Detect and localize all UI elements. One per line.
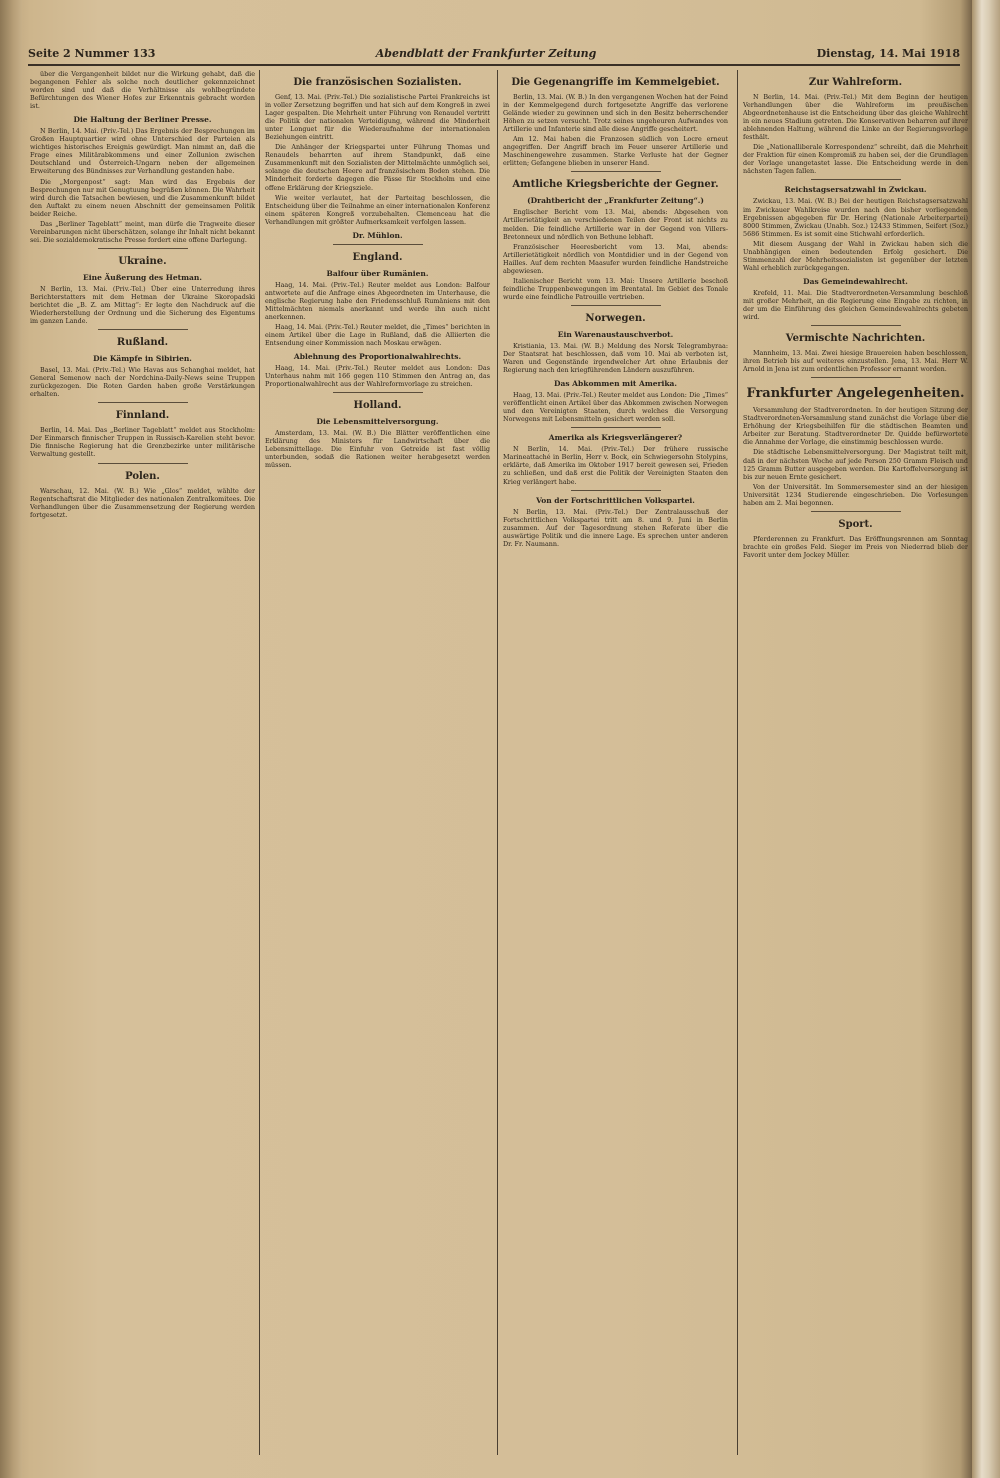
article-text: Berlin, 14. Mai. Das „Berliner Tageblatt“ meldet aus Stockholm: Der Einmarsch finnischer Truppen in Russisch-Karelien steht bevor. Die finnische Regierung hat die Grenzbezirke unter militärische Verwaltung gestellt. — [30, 426, 255, 459]
article-text: Haag, 14. Mai. (Priv.-Tel.) Reuter meldet aus London: Balfour antwortete auf die Anfrage eines Abgeordneten im Unterhause, die englische Regierung habe den Friedensschluß Rumäniens mit den Mittelmächten niemals anerkannt und werde ihn auch nicht anerkennen. — [265, 280, 490, 321]
article-text: N Berlin, 14. Mai. (Priv.-Tel.) Das Ergebnis der Besprechungen im Großen Hauptquartier wird ohne Unterschied der Parteien als wichtiges historisches Ereignis gewürdigt. Man nimmt an, daß die Frage eines Militärabkommens und einer Zollunion zwischen Deutschland und Österreich-Ungarn neben der allgemeinen Erweiterung des Bündnisses zur Verhandlung gestanden habe. — [30, 127, 255, 176]
article-heading: Balfour über Rumänien. — [326, 268, 429, 278]
column-rule — [497, 70, 498, 1455]
column-rule — [259, 70, 260, 1455]
divider — [811, 179, 901, 180]
article-text: Berlin, 13. Mai. (W. B.) In den vergangenen Wochen hat der Feind in der Kemmelgegend durch fortgesetzte Angriffe das verlorene Gelände wieder zu gewinnen und sich in den Besitz beherrschender Höhen zu setzen versucht. Trotz seines ungeheuren Aufwandes von Artillerie und Infanterie sind alle diese Angriffe gescheitert. — [503, 93, 728, 134]
article-text: Das „Berliner Tageblatt“ meint, man dürfe die Tragweite dieser Vereinbarungen nicht überschätzen, solange ihr Inhalt nicht bekannt sei. Die sozialdemokratische Presse fordert eine offene Darlegung. — [30, 219, 255, 244]
divider — [333, 392, 423, 393]
divider — [811, 511, 901, 512]
binding-edge — [0, 0, 22, 1478]
section-heading: Holland. — [353, 400, 402, 412]
article-text: Haag, 13. Mai. (Priv.-Tel.) Reuter meldet aus London: Die „Times“ veröffentlicht einen Artikel über das Abkommen zwischen Norwegen und den Vereinigten Staaten, durch welches die Versorgung Norwegens mit Lebensmitteln gesichert werden soll. — [503, 391, 728, 424]
article-heading: Reichstagsersatzwahl in Zwickau. — [784, 185, 927, 195]
column-2 — [265, 70, 490, 1455]
column-rule — [737, 70, 738, 1455]
article-text: Haag, 14. Mai. (Priv.-Tel.) Reuter meldet aus London: Das Unterhaus nahm mit 166 gegen 110 Stimmen den Antrag an, das Proportionalwahlrecht aus der Wahlreformvorlage zu streichen. — [265, 364, 490, 389]
article-text: Mannheim, 13. Mai. Zwei hiesige Brauereien haben beschlossen, ihren Betrieb bis auf weiteres einzustellen. Jena, 13. Mai. Herr W. Arnold in Jena ist zum ordentlichen Professor ernannt worden. — [743, 349, 968, 374]
article-heading: Ablehnung des Proportionalwahlrechts. — [293, 352, 462, 362]
article-text: Genf, 13. Mai. (Priv.-Tel.) Die sozialistische Partei Frankreichs ist in voller Zersetzung begriffen und hat sich auf dem Kongreß in zwei Lager gespalten. Die Mehrheit unter Führung von Renaudel vertritt die Politik der nationalen Verteidigung, während die Minderheit unter Longuet für die Wiederaufnahme der internationalen Beziehungen eintritt. — [265, 93, 490, 142]
column-3 — [503, 70, 728, 1455]
article-heading: Das Abkommen mit Amerika. — [553, 379, 678, 389]
section-heading: Vermischte Nachrichten. — [785, 333, 926, 345]
article-text: Amsterdam, 13. Mai. (W. B.) Die Blätter veröffentlichen eine Erklärung des Ministers für Landwirtschaft über die Lebensmittellage. Die Einfuhr von Getreide ist fast völlig unterbunden, sodaß die Rationen weiter herabgesetzt werden müssen. — [265, 429, 490, 470]
header-page-number: Seite 2 Nummer 133 — [28, 46, 156, 60]
divider — [571, 171, 661, 172]
article-text: Die Anhänger der Kriegspartei unter Führung Thomas und Renaudels beharrten auf ihrem Standpunkt, daß eine Zusammenkunft mit den Sozialisten der Mittelmächte unmöglich sei, solange die deutschen Heere auf französischem Boden stehen. Die Minderheit forderte dagegen die Pässe für Stockholm und eine offene Erklärung der Kriegsziele. — [265, 143, 490, 192]
article-text: Haag, 14. Mai. (Priv.-Tel.) Reuter meldet, die „Times“ berichten in einem Artikel über die Lage in Rußland, daß die Alliierten die Entsendung einer Kommission nach Moskau erwägen. — [265, 322, 490, 348]
section-heading: Norwegen. — [585, 312, 646, 324]
section-heading: Die französischen Sozialisten. — [293, 77, 462, 88]
article-signature: Dr. Mühlon. — [352, 230, 403, 240]
divider — [571, 490, 661, 491]
divider — [811, 325, 901, 326]
article-text: Englischer Bericht vom 13. Mai, abends: Abgesehen von Artillerietätigkeit an verschiedenen Teilen der Front ist nichts zu melden. Die feindliche Artillerie war in der Gegend von Villers-Bretonneux und nördlich von Bethune lebhaft. — [503, 208, 728, 241]
article-heading: Ein Warenaustauschverbot. — [557, 329, 674, 339]
article-text: N Berlin, 14. Mai. (Priv.-Tel.) Mit dem Beginn der heutigen Verhandlungen über die Wahlreform im preußischen Abgeordnetenhause ist die Entscheidung über das gleiche Wahlrecht in ein neues Stadium getreten. Die Konservativen beharren auf ihrer ablehnenden Haltung, während die Linke an der Regierungsvorlage festhält. — [743, 93, 968, 142]
divider — [571, 427, 661, 428]
article-text: Von der Universität. Im Sommersemester sind an der hiesigen Universität 1234 Studierende eingeschrieben. Die Vorlesungen haben am 2. Mai begonnen. — [743, 482, 968, 507]
article-heading: Eine Äußerung des Hetman. — [83, 272, 202, 282]
article-text: Zwickau, 13. Mai. (W. B.) Bei der heutigen Reichstagsersatzwahl im Zwickauer Wahlkreise wurden nach den bisher vorliegenden Ergebnissen abgegeben für Dr. Hering (Nationale Arbeiterpartei) 8000 Stimmen, Zwickau (Unabh. Soz.) 12433 Stimmen, Seifert (Soz.) 5686 Stimmen. Es ist somit eine Stichwahl erforderlich. — [743, 197, 968, 238]
divider — [98, 329, 188, 330]
article-text: Die städtische Lebensmittelversorgung. Der Magistrat teilt mit, daß in der nächsten Woche auf jede Person 250 Gramm Fleisch und 125 Gramm Butter ausgegeben werden. Die Kartoffelversorgung ist bis zur neuen Ernte gesichert. — [743, 448, 968, 481]
article-text: Kristiania, 13. Mai. (W. B.) Meldung des Norsk Telegrambyraa: Der Staatsrat hat beschlossen, daß vom 10. Mai ab verboten ist, Waren und Gegenstände irgendwelcher Art ohne Erlaubnis der Regierung nach den kriegführenden Ländern auszuführen. — [503, 341, 728, 375]
article-text: Krefeld, 11. Mai. Die Stadtverordneten-Versammlung beschloß mit großer Mehrheit, an die Regierung eine Eingabe zu richten, in der um die Einführung des gleichen Gemeindewahlrechts gebeten wird. — [743, 288, 968, 322]
article-subheading: (Drahtbericht der „Frankfurter Zeitung“.) — [527, 196, 704, 206]
section-heading: Polen. — [125, 470, 160, 482]
article-text: Basel, 13. Mai. (Priv.-Tel.) Wie Havas aus Schanghai meldet, hat General Semenow nach der Nordchina-Daily-News seine Truppen zurückgezogen. Die Roten Garden haben große Verstärkungen erhalten. — [30, 366, 255, 399]
article-heading: Von der Fortschrittlichen Volkspartei. — [536, 495, 695, 505]
section-heading-large: Frankfurter Angelegenheiten. — [746, 386, 965, 402]
divider — [98, 463, 188, 464]
section-heading: England. — [352, 251, 403, 263]
divider — [98, 248, 188, 249]
article-text: über die Vergangenheit bildet nur die Wirkung gehabt, daß die begangenen Fehler als solche noch deutlicher gekennzeichnet worden sind und daß die Verhältnisse als wohlbegründete Befürchtungen des Wiener Hofes zur Erkenntnis gebracht worden ist. — [30, 70, 255, 111]
article-text: Am 12. Mai haben die Franzosen südlich von Locre erneut angegriffen. Der Angriff brach im Feuer unserer Artillerie und Maschinengewehre zusammen. Starke Verluste hat der Gegner erlitten; Gefangene blieben in unserer Hand. — [503, 135, 728, 168]
article-text: Pferderennen zu Frankfurt. Das Eröffnungsrennen am Sonntag brachte ein großes Feld. Sieger im Preis von Niederrad blieb der Favorit unter dem Jockey Müller. — [743, 534, 968, 559]
divider — [811, 377, 901, 378]
divider — [571, 305, 661, 306]
article-text: Die „Nationalliberale Korrespondenz“ schreibt, daß die Mehrheit der Fraktion für einen Kompromiß zu haben sei, der die Grundlagen der Vorlage unangetastet lasse. Die Entscheidung werde in den nächsten Tagen fallen. — [743, 143, 968, 176]
divider — [98, 402, 188, 403]
article-text: Italienischer Bericht vom 13. Mai: Unsere Artillerie beschoß feindliche Truppenbewegungen im Brentatal. Im Gebiet des Tonale wurde eine feindliche Patrouille vertrieben. — [503, 276, 728, 301]
column-1 — [30, 70, 255, 1455]
article-heading: Das Gemeindewahlrecht. — [803, 276, 908, 286]
article-text: N Berlin, 14. Mai. (Priv.-Tel.) Der frühere russische Marineattaché in Berlin, Herr v. Bock, ein Schwiegersohn Stolypins, erklärte, daß Amerika im Oktober 1917 bereit gewesen sei, Frieden zu schließen, und daß erst die Politik der Vereinigten Staaten den Krieg verlängert habe. — [503, 445, 728, 486]
section-heading: Sport. — [838, 518, 873, 530]
section-heading: Amtliche Kriegsberichte der Gegner. — [512, 179, 719, 191]
adjacent-page-edge — [972, 0, 1000, 1478]
article-text: Die „Morgenpost“ sagt: Man wird das Ergebnis der Besprechungen nur mit Genugtuung begrüßen können. Die Wahrheit wird durch die Tatsachen bewiesen, und die Zusammenkunft bildet den Auftakt zu einem neuen Abschnitt der gemeinsamen Politik beider Reiche. — [30, 177, 255, 218]
header-masthead: Abendblatt der Frankfurter Zeitung — [375, 46, 597, 60]
article-text: N Berlin, 13. Mai. (Priv.-Tel.) Der Zentralausschuß der Fortschrittlichen Volkspartei tritt am 8. und 9. Juni in Berlin zusammen. Auf der Tagesordnung stehen Referate über die auswärtige Politik und die innere Lage. Es sprechen unter anderen Dr. Fr. Naumann. — [503, 507, 728, 548]
article-text: Versammlung der Stadtverordneten. In der heutigen Sitzung der Stadtverordneten-Versammlung stand zunächst die Vorlage über die Erhöhung der Kriegsbeihilfen für die städtischen Beamten und Arbeiter zur Beratung. Stadtverordneter Dr. Quidde befürwortete die Annahme der Vorlage, die einstimmig beschlossen wurde. — [743, 406, 968, 447]
article-heading: Die Kämpfe in Sibirien. — [93, 354, 192, 364]
article-heading: Die Lebensmittelversorgung. — [316, 417, 439, 427]
article-text: N Berlin, 13. Mai. (Priv.-Tel.) Über eine Unterredung ihres Berichterstatters mit dem Hetman der Ukraine Skoropadski berichtet die „B. Z. am Mittag“: Er legte den Nachdruck auf die Wiederherstellung der Ordnung und die Sicherung des Eigentums im ganzen Lande. — [30, 284, 255, 326]
column-4 — [743, 70, 968, 1455]
section-heading: Die Gegenangriffe im Kemmelgebiet. — [511, 77, 720, 88]
section-heading: Rußland. — [116, 337, 169, 349]
section-heading: Zur Wahlreform. — [808, 77, 903, 88]
article-text: Wie weiter verlautet, hat der Parteitag beschlossen, die Entscheidung über die Teilnahme an einer internationalen Konferenz einem späteren Kongreß vorzubehalten. Clemenceau hat die Verhandlungen mit größter Aufmerksamkeit verfolgen lassen. — [265, 193, 490, 226]
article-heading: Die Haltung der Berliner Presse. — [73, 115, 212, 125]
section-heading: Finnland. — [115, 410, 170, 422]
divider — [333, 244, 423, 245]
header-date: Dienstag, 14. Mai 1918 — [816, 46, 960, 60]
article-text: Warschau, 12. Mai. (W. B.) Wie „Glos“ meldet, wählte der Regentschaftsrat die Mitglieder des nationalen Zentralkomitees. Die Verhandlungen über die Zusammensetzung der Regierung werden fortgesetzt. — [30, 486, 255, 519]
article-text: Französischer Heeresbericht vom 13. Mai, abends: Artillerietätigkeit nördlich von Montdidier und in der Gegend von Hailles. Auf dem rechten Maasufer wurden feindliche Handstreiche abgewiesen. — [503, 242, 728, 275]
article-text: Mit diesem Ausgang der Wahl in Zwickau haben sich die Unabhängigen einen bedeutenden Erfolg gesichert. Die Stimmenzahl der Mehrheitssozialisten ist gegenüber der letzten Wahl erheblich zurückgegangen. — [743, 239, 968, 272]
article-heading: Amerika als Kriegsverlängerer? — [548, 433, 683, 443]
section-heading: Ukraine. — [118, 255, 167, 267]
page-header — [28, 42, 960, 66]
